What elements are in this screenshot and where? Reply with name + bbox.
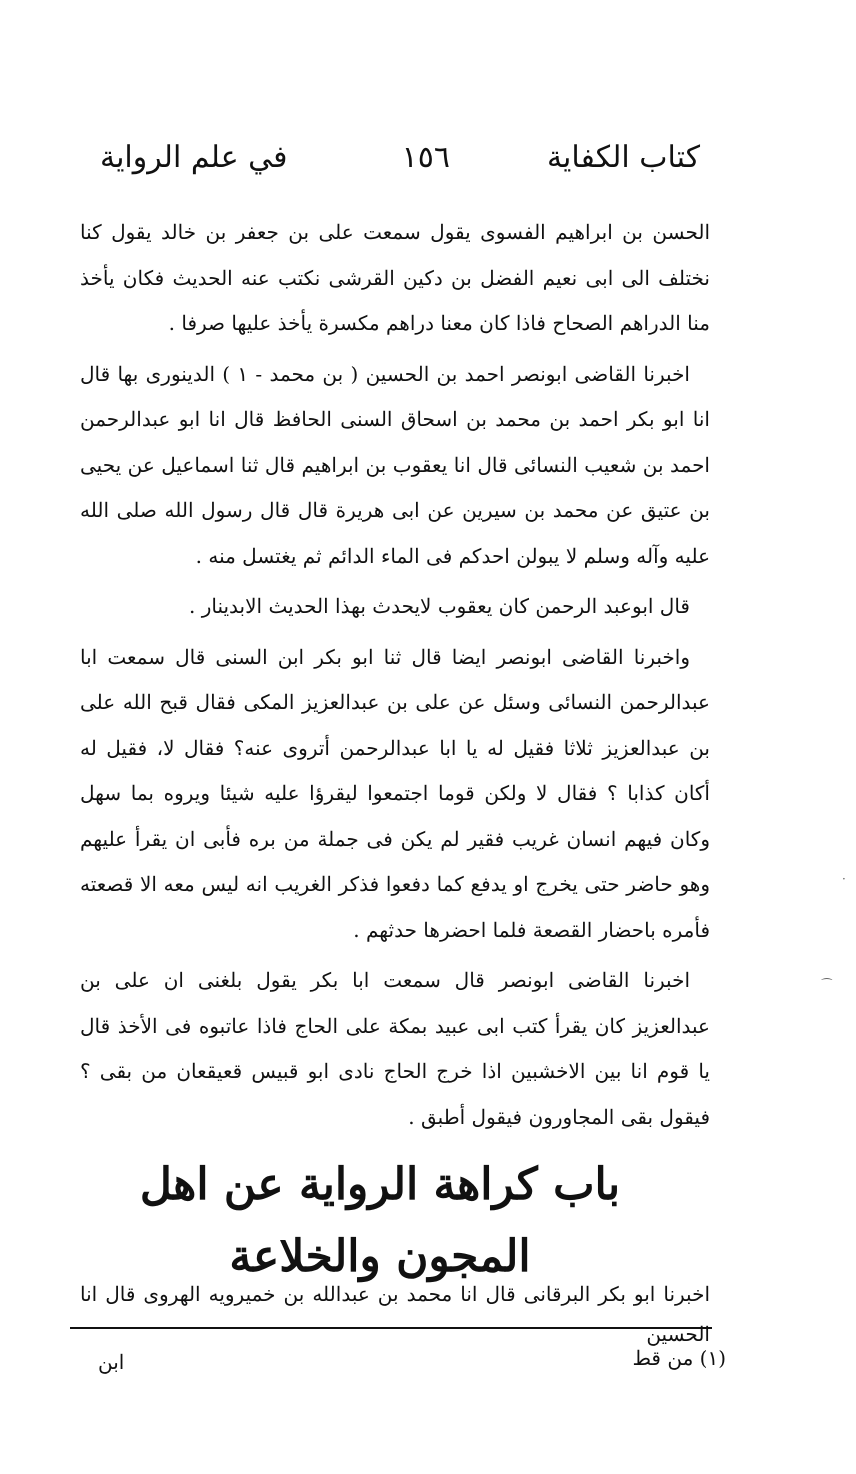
section-heading-line-2: المجون والخلاعة [229,1231,531,1282]
paragraph-5: اخبرنا القاضى ابونصر قال سمعت ابا بكر يقول بلغنى ان على بن عبدالعزيز كان يقرأ كتب ابى عبيد بمكة على الحاج فاذا عاتبوه فى الأخذ قال يا قوم انا بين الاخشبين اذا خرج الحاج نادى ابو قبيس قعيقعان من بقى ؟ فيقول بقى المجاورون فيقول أطبق . [80,968,710,1129]
running-header [100,140,700,196]
footnote-divider [70,1327,712,1329]
page-number: ١٥٦ [401,140,450,175]
paragraph-6: اخبرنا ابو بكر البرقانى قال انا محمد بن عبدالله بن خميرويه الهروى قال انا الحسين [80,1282,710,1346]
paragraph-1: الحسن بن ابراهيم الفسوى يقول سمعت على بن جعفر بن خالد يقول كنا نختلف الى ابى نعيم الفضل بن دكين القرشى نكتب عنه الحديث فكان يأخذ منا الدراهم الصحاح فاذا كان معنا دراهم مكسرة يأخذ عليها صرفا . [80,220,710,335]
body-text [80,210,710,1145]
section-heading-line-1: باب كراهة الرواية عن اهل [139,1159,621,1210]
paragraph-3: قال ابوعبد الرحمن كان يعقوب لايحدث بهذا الحديث الابدينار . [188,594,690,618]
footnote: (١) من قط [632,1346,726,1370]
paragraph-2: اخبرنا القاضى ابونصر احمد بن الحسين ( بن محمد - ١ ) الدينورى بها قال انا ابو بكر احمد بن محمد بن اسحاق السنى الحافظ قال انا ابو عبدالرحمن احمد بن شعيب النسائى قال انا يعقوب بن ابراهيم قال ثنا اسماعيل عن يحيى بن عتيق عن محمد بن سيرين عن ابى هريرة قال قال رسول الله صلى الله عليه وآله وسلم لا يبولن احدكم فى الماء الدائم ثم يغتسل منه . [80,361,710,568]
header-subtitle: في علم الرواية [100,140,288,175]
paragraph-4: واخبرنا القاضى ابونصر ايضا قال ثنا ابو بكر ابن السنى قال سمعت ابا عبدالرحمن النسائى وسئل عن على بن عبدالعزيز المكى فقال قبح الله على بن عبدالعزيز ثلاثا فقيل له يا ابا عبدالرحمن أتروى عنه؟ فقال لا، فقيل له أكان كذابا ؟ فقال لا ولكن قوما اجتمعوا ليقرؤا عليه شيئا ويروه بما سهل وكان فيهم انسان غريب فقير لم يكن فى جملة من بره فأبى ان يقرأ عليهم وهو حاضر حتى يخرج او يدفع كما دفعوا فذكر الغريب انه ليس معه الا قصعته فأمره باحضار القصعة فلما احضرها حدثهم . [80,644,710,942]
margin-dot: · [842,872,846,886]
book-title: كتاب الكفاية [546,140,700,175]
margin-mark: ⁀ [822,978,832,992]
catchword: ابن [98,1350,125,1374]
